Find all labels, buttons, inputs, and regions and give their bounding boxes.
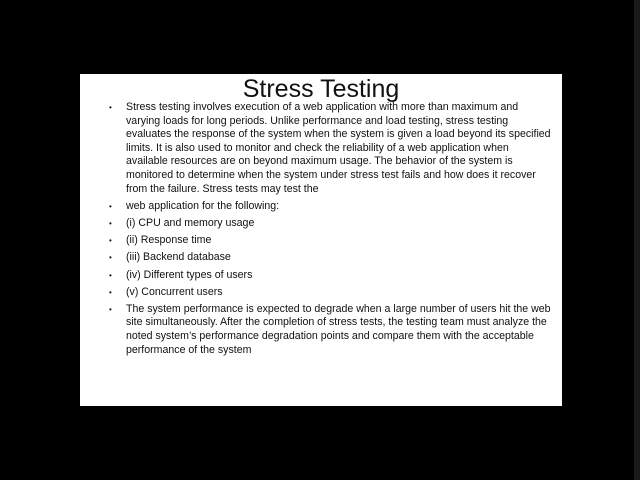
slide [80, 74, 562, 406]
bullet-text: (i) CPU and memory usage [126, 216, 255, 229]
bullet-text: web application for the following: [126, 199, 280, 212]
bullet-item [80, 217, 562, 231]
bullet-item [80, 286, 562, 300]
bullet-icon: • [109, 287, 112, 297]
right-edge-strip [634, 0, 640, 480]
bullet-item [80, 234, 562, 248]
bullet-icon: • [109, 270, 112, 280]
bullet-text: (ii) Response time [126, 234, 212, 247]
bullet-item [80, 251, 562, 265]
bullet-icon: • [109, 201, 112, 211]
bullet-item [80, 200, 562, 214]
bullet-icon: • [109, 236, 112, 246]
bullet-icon: • [109, 103, 112, 112]
bullet-text: (v) Concurrent users [126, 285, 223, 298]
bullet-item [80, 101, 562, 196]
bullet-icon: • [109, 253, 112, 263]
bullet-icon: • [109, 304, 112, 314]
bullet-text: Stress testing involves execution of a web application with more than maximum and varying loads for long periods. Unlike performance and load testing, stress testing evaluates the response of the system when the system is given a load beyond its specified limits. It is also used to monitor and check the reliability of a web application when available resources are on beyond maximum usage. The behavior of the system is monitored to determine when the system under stress test fails and how does it recover from the failure. Stress tests may test the [126, 101, 551, 195]
bullet-list [80, 101, 562, 361]
bullet-text: (iv) Different types of users [126, 268, 253, 281]
slide-title: Stress Testing [242, 75, 400, 103]
bullet-icon: • [109, 218, 112, 228]
bullet-item [80, 269, 562, 283]
bullet-text: (iii) Backend database [126, 251, 231, 264]
bullet-text: The system performance is expected to degrade when a large number of users hit the web site simultaneously. After the completion of stress tests, the testing team must analyze the noted system’s performance degradation points and compare them with the acceptable performance of the system [126, 302, 551, 356]
bullet-item [80, 303, 562, 357]
